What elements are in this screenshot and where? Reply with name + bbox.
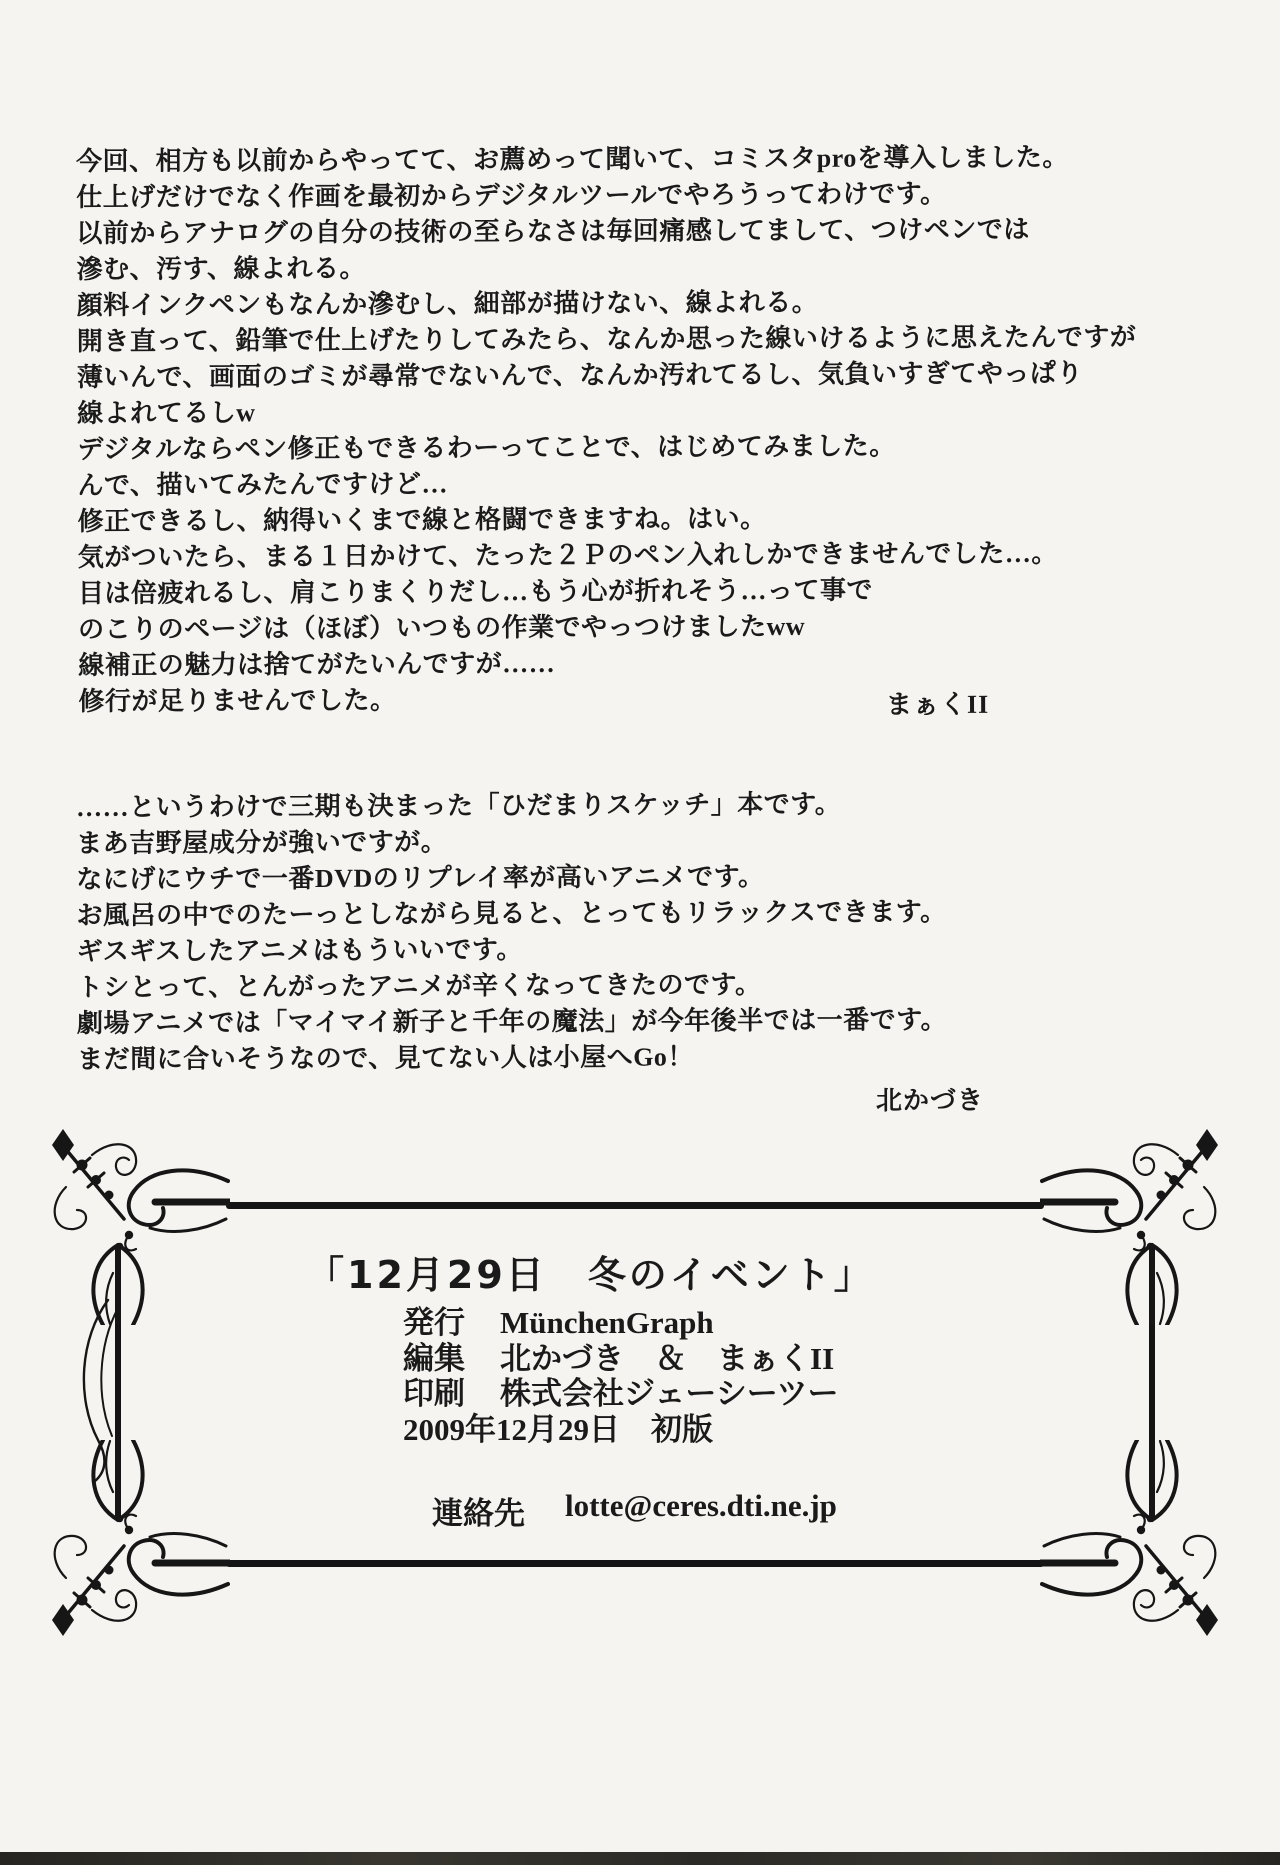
afterword-line: 修正できるし、納得いくまで線と格闘できますね。はい。 <box>77 503 767 536</box>
border-left-line <box>115 1318 121 1446</box>
printer-label: 印刷 <box>403 1376 465 1411</box>
border-bottom-line <box>226 1560 1044 1567</box>
afterword-line: 開き直って、鉛筆で仕上げたりしてみたら、なんか思った線いけるように思えたんですが <box>76 322 1137 356</box>
colophon-row <box>403 1305 839 1341</box>
afterword-line: ギスギスしたアニメはもういいです。 <box>76 935 523 966</box>
afterword-line: 劇場アニメでは「マイマイ新子と千年の魔法」が今年後半では一番です。 <box>76 1005 948 1038</box>
afterword-line: デジタルならペン修正もできるわーってことで、はじめてみました。 <box>77 431 896 464</box>
corner-flourish-icon <box>1040 1440 1240 1640</box>
afterword-line: 線補正の魅力は捨てがたいんですが…… <box>78 648 556 680</box>
corner-flourish-icon <box>30 1125 230 1325</box>
vine-flourish-icon <box>72 1298 128 1484</box>
signature-maaku: まぁくII <box>885 689 990 720</box>
afterword-line: 線よれてるしw <box>77 398 256 428</box>
afterword-kitakazuki <box>76 786 947 1078</box>
edition-date: 2009年12月29日 初版 <box>403 1411 713 1447</box>
contact-info <box>432 1488 837 1533</box>
colophon-row <box>403 1412 839 1448</box>
afterword-line: 修行が足りませんでした。 <box>78 685 397 716</box>
afterword-line: 目は倍疲れるし、肩こりまくりだし…もう心が折れそう…って事で <box>77 575 874 608</box>
scan-edge-artifact <box>0 1852 1280 1865</box>
corner-flourish-icon <box>30 1440 230 1640</box>
afterword-line: 仕上げだけでなく作画を最初からデジタルツールでやろうってわけです。 <box>76 179 947 212</box>
editor-label: 編集 <box>403 1340 465 1376</box>
contact-label: 連絡先 <box>432 1496 525 1531</box>
afterword-line: まあ吉野屋成分が強いですが。 <box>76 827 448 858</box>
corner-flourish-icon <box>1040 1125 1240 1325</box>
book-title: 「12月29日 冬のイベント」 <box>306 1253 875 1297</box>
publication-info <box>403 1305 839 1447</box>
afterword-line: トシとって、とんがったアニメが辛くなってきたのです。 <box>76 970 762 1002</box>
publisher-label: 発行 <box>403 1305 465 1340</box>
signature-kitakazuki: 北かづき <box>875 1085 985 1116</box>
afterword-line: 滲む、汚す、線よれる。 <box>76 253 367 284</box>
afterword-line: まだ間に合いそうなので、見てない人は小屋へGo！ <box>77 1042 694 1074</box>
colophon-row <box>403 1341 839 1377</box>
afterword-line: お風呂の中でのたーっとしながら見ると、とってもリラックスできます。 <box>76 897 947 930</box>
printer-value: 株式会社ジェーシーツー <box>500 1376 839 1411</box>
colophon-row <box>403 1376 839 1412</box>
afterword-line: 気がついたら、まる１日かけて、たった２Ｐのペン入れしかできませんでした…。 <box>77 538 1058 572</box>
afterword-line: 以前からアナログの自分の技術の至らなさは毎回痛感してまして、つけペンでは <box>76 214 1030 248</box>
afterword-line: のこりのページは（ほぼ）いつもの作業でやっつけましたww <box>78 611 806 644</box>
afterword-line: 顔料インクペンもなんか滲むし、細部が描けない、線よれる。 <box>76 287 819 320</box>
afterword-line: ……というわけで三期も決まった「ひだまりスケッチ」本です。 <box>76 789 842 822</box>
afterword-maaku <box>76 139 1138 720</box>
editor-value: 北かづき ＆ まぁくII <box>500 1340 835 1376</box>
contact-email: lotte@ceres.dti.ne.jp <box>565 1488 837 1523</box>
afterword-line: 薄いんで、画面のゴミが尋常でないんで、なんか汚れてるし、気負いすぎてやっぱり <box>76 358 1084 392</box>
border-top-line <box>226 1202 1044 1209</box>
afterword-line: んで、描いてみたんですけど… <box>77 469 449 500</box>
afterword-line: 今回、相方も以前からやってて、お薦めって聞いて、コミスタproを導入しました。 <box>76 142 1069 176</box>
border-right-line <box>1149 1318 1155 1446</box>
publisher-value: MünchenGraph <box>500 1305 714 1340</box>
afterword-line: なにげにウチで一番DVDのリプレイ率が高いアニメです。 <box>76 861 765 894</box>
